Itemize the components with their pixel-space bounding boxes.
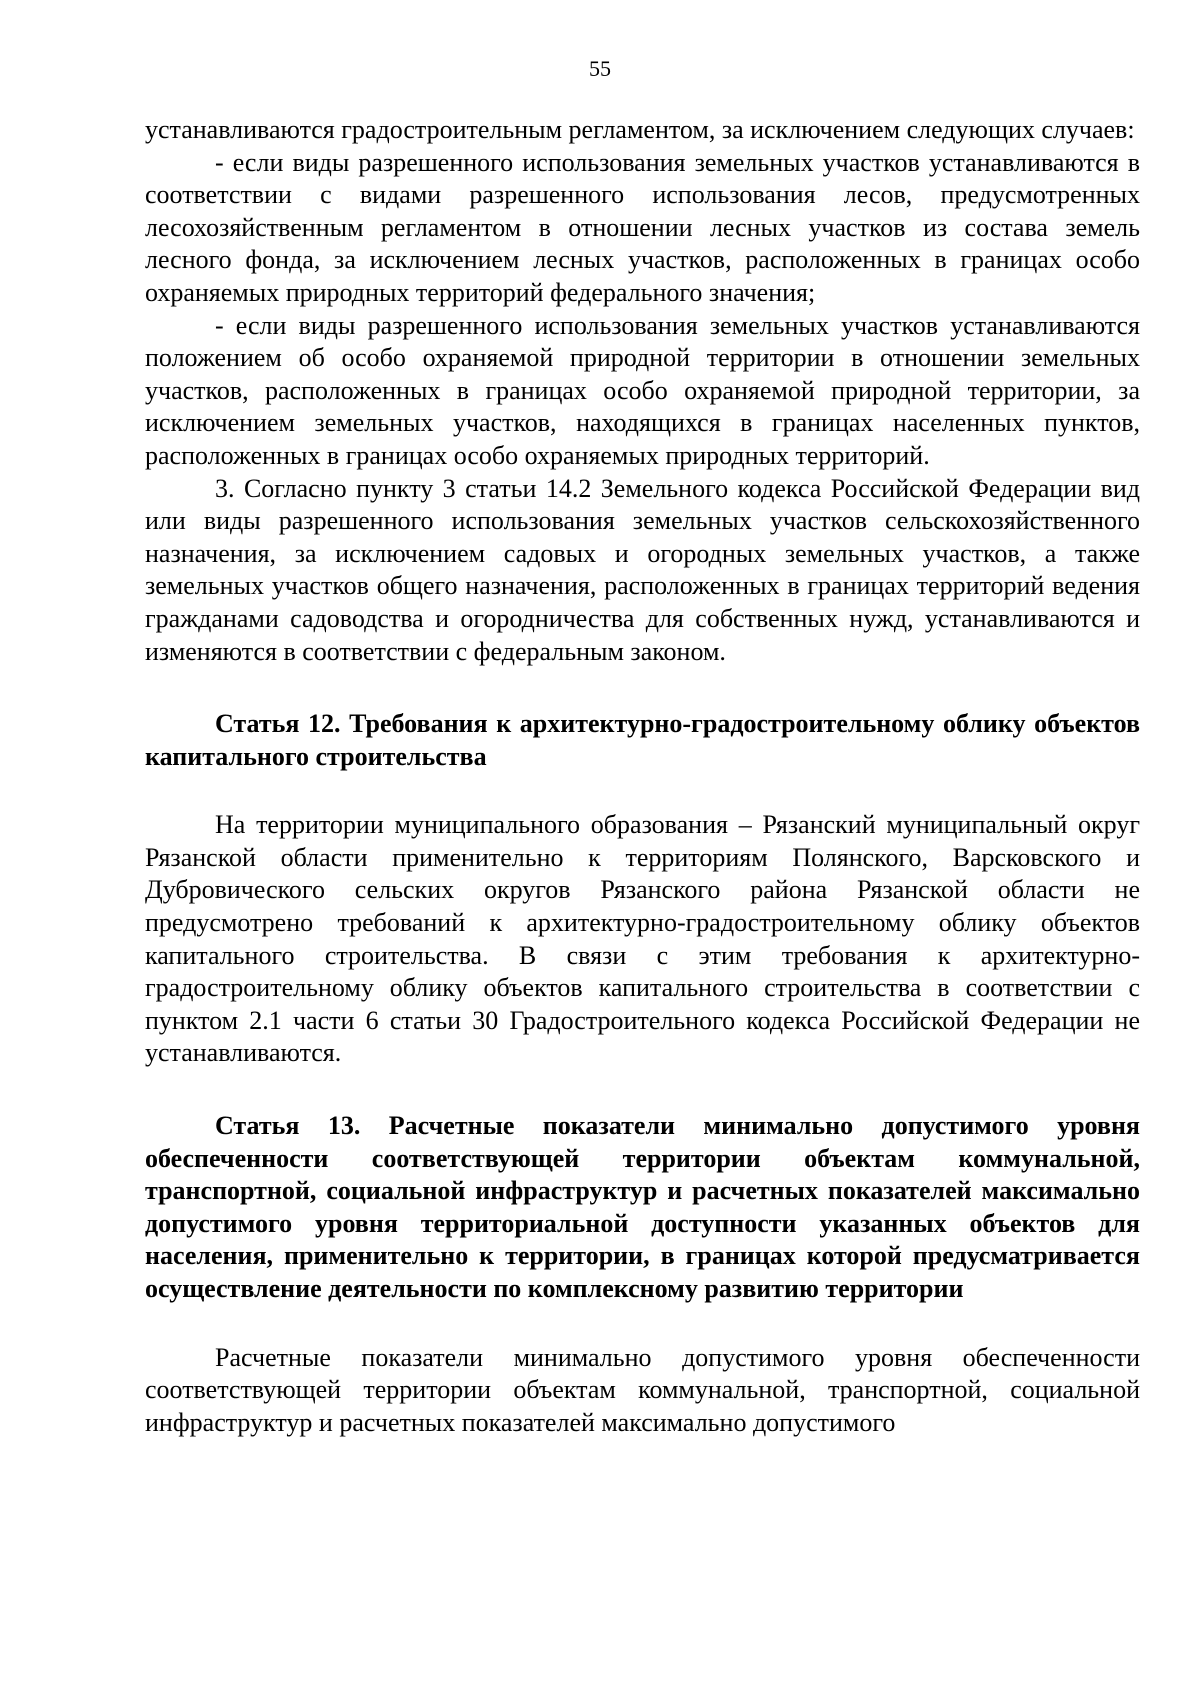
article-12-paragraph: На территории муниципального образования – Рязанский муниципальный округ Рязанской области применительно к территориям Полянского, Варсковского и Дубровического сельских округов Рязанского района Рязанской области не предусмотрено требований к архитектурно-градостроительному облику объектов капитального строительства. В связи с этим требования к архитектурно-градостроительному облику объектов капитального строительства в соответствии с пунктом 2.1 части 6 статьи 30 Градостроительного кодекса Российской Федерации не устанавливаются.	[145, 810, 1140, 1068]
article-13-paragraph: Расчетные показатели минимально допустимого уровня обеспеченности соответствующей территории объектам коммунальной, транспортной, социальной инфраструктур и расчетных показателей максимально допустимого	[145, 1342, 1140, 1437]
article-13-heading: Статья 13. Расчетные показатели минимально допустимого уровня обеспеченности соответствующей территории объектам коммунальной, транспортной, социальной инфраструктур и расчетных показателей максимально допустимого уровня территориальной доступности указанных объектов для населения, применительно к территории, в границах которой предусматривается осуществление деятельности по комплексному развитию территории	[145, 1111, 1140, 1303]
page-number: 55	[589, 56, 611, 81]
list-item-protected-territory: - если виды разрешенного использования земельных участков устанавливаются положением об особо охраняемой природной территории в отношении земельных участков, расположенных в границах особо охраняемой природной территории, за исключением земельных участков, находящихся в границах населенных пунктов, расположенных в границах особо охраняемых природных территорий.	[145, 310, 1140, 470]
paragraph-item-3: 3. Согласно пункту 3 статьи 14.2 Земельного кодекса Российской Федерации вид или виды разрешенного использования земельных участков сельскохозяйственного назначения, за исключением садовых и огородных земельных участков, а также земельных участков общего назначения, расположенных в границах территорий ведения гражданами садоводства и огородничества для собственных нужд, устанавливаются и изменяются в соответствии с федеральным законом.	[145, 473, 1140, 666]
paragraph-continuation: устанавливаются градостроительным регламентом, за исключением следующих случаев:	[145, 115, 1135, 144]
article-12-heading: Статья 12. Требования к архитектурно-градостроительному облику объектов капитального строительства	[145, 709, 1140, 771]
document-body	[145, 114, 1140, 1439]
list-item-forest-lands: - если виды разрешенного использования земельных участков устанавливаются в соответствии с видами разрешенного использования лесов, предусмотренных лесохозяйственным регламентом в отношении лесных участков из состава земель лесного фонда, за исключением лесных участков, расположенных в границах особо охраняемых природных территорий федерального значения;	[145, 147, 1140, 307]
